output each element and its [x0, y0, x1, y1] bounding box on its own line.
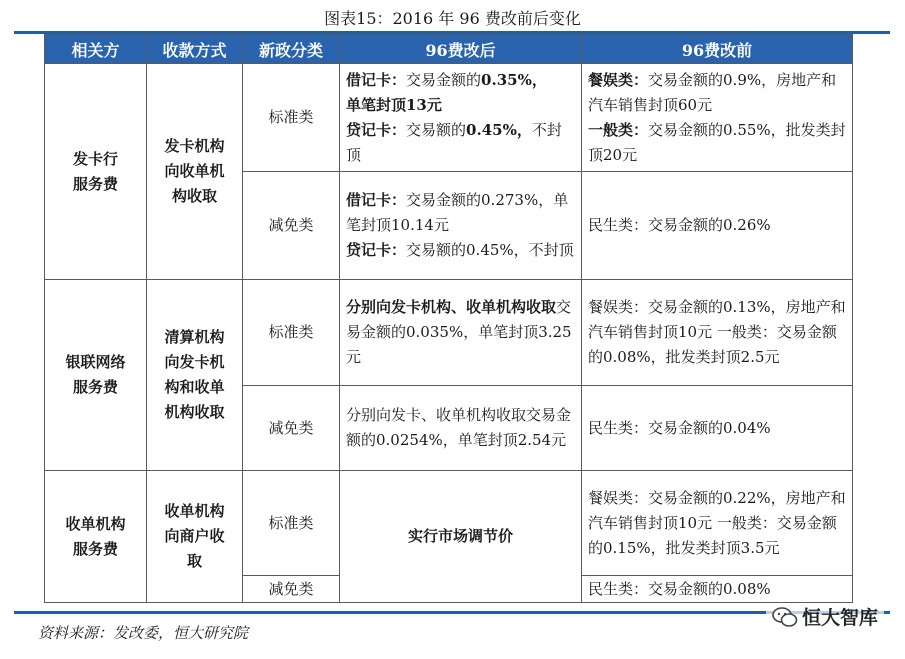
party-issuer: 发卡行 服务费: [45, 64, 147, 280]
header-party: 相关方: [45, 35, 147, 64]
bottom-rule: [14, 611, 890, 614]
method-unionpay: 清算机构 向发卡机 构和收单 机构收取: [147, 280, 243, 471]
table-row: [45, 64, 853, 172]
party-acquirer: 收单机构 服务费: [45, 471, 147, 603]
category-reduced: 减免类: [243, 172, 340, 280]
issuer-reduced-after: 借记卡：交易金额的0.273%，单笔封顶10.14元 贷记卡：交易额的0.45%，不封顶: [340, 172, 582, 280]
header-category: 新政分类: [243, 35, 340, 64]
table-row: [45, 471, 853, 576]
category-reduced: 减免类: [243, 386, 340, 471]
header-after: 96费改后: [340, 35, 582, 64]
fee-change-table: [44, 34, 853, 603]
method-issuer: 发卡机构 向收单机 构收取: [147, 64, 243, 280]
unionpay-reduced-after: 分别向发卡、收单机构收取交易金额的0.0254%，单笔封顶2.54元: [340, 386, 582, 471]
table-caption: 图表15：2016 年 96 费改前后变化: [324, 9, 581, 28]
wechat-icon: [772, 607, 798, 627]
source-note: 资料来源：发改委，恒大研究院: [38, 624, 249, 642]
issuer-standard-after: 借记卡：交易金额的0.35%， 单笔封顶13元 贷记卡：交易额的0.45%，不封顶: [340, 64, 582, 172]
watermark: [766, 603, 884, 630]
acquirer-standard-before: 餐娱类：交易金额的0.22%，房地产和汽车销售封顶10元 一般类：交易金额的0.15%，批发类封顶3.5元: [582, 471, 853, 576]
unionpay-standard-before: 餐娱类：交易金额的0.13%，房地产和汽车销售封顶10元 一般类：交易金额的0.08%，批发类封顶2.5元: [582, 280, 853, 386]
category-reduced: 减免类: [243, 576, 340, 603]
unionpay-reduced-before: 民生类：交易金额的0.04%: [582, 386, 853, 471]
header-method: 收款方式: [147, 35, 243, 64]
method-acquirer: 收单机构 向商户收 取: [147, 471, 243, 603]
issuer-standard-before: 餐娱类：交易金额的0.9%，房地产和汽车销售封顶60元 一般类：交易金额的0.55%，批发类封顶20元: [582, 64, 853, 172]
header-before: 96费改前: [582, 35, 853, 64]
table-row: [45, 280, 853, 386]
category-standard: 标准类: [243, 64, 340, 172]
issuer-reduced-before: 民生类：交易金额的0.26%: [582, 172, 853, 280]
category-standard: 标准类: [243, 471, 340, 576]
unionpay-standard-after: 分别向发卡机构、收单机构收取交易金额的0.035%，单笔封顶3.25元: [340, 280, 582, 386]
header-row: [45, 35, 853, 64]
acquirer-reduced-before: 民生类：交易金额的0.08%: [582, 576, 853, 603]
acquirer-after-merged: 实行市场调节价: [340, 471, 582, 603]
party-unionpay: 银联网络 服务费: [45, 280, 147, 471]
category-standard: 标准类: [243, 280, 340, 386]
watermark-text: 恒大智库: [802, 607, 879, 629]
